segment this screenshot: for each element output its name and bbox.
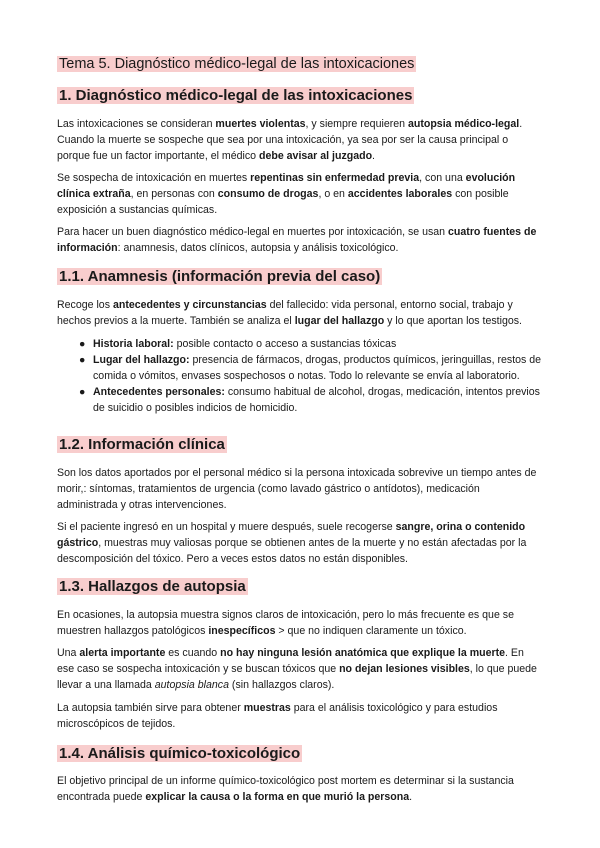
bold-text: no hay ninguna lesión anatómica que explique la muerte xyxy=(220,647,506,659)
bold-text: muestras xyxy=(243,702,291,714)
section-1-4-heading xyxy=(57,745,543,763)
toxicology-paragraph xyxy=(57,773,543,805)
list-item xyxy=(57,336,543,352)
text-run: . xyxy=(372,150,375,162)
section-1-3-heading xyxy=(57,578,543,596)
text-run: . En ese caso se sospecha intoxicación y se buscan tóxicos que xyxy=(57,647,524,675)
text-run: Recoge los xyxy=(57,299,113,311)
intro-paragraph-3 xyxy=(57,224,543,256)
bold-text: autopsia médico-legal xyxy=(407,118,520,130)
text-run: con posible exposición a sustancias químicas. xyxy=(57,188,509,216)
section-1-4-heading-text: 1.4. Análisis químico-toxicológico xyxy=(59,745,301,762)
text-run: La autopsia también sirve para obtener xyxy=(57,702,244,714)
text-run: , muestras muy valiosas porque se obtienen antes de la muerte y no están afectadas por la descomposición del tóxico. Pero a veces estos datos no están disponibles. xyxy=(57,537,527,565)
text-run: En ocasiones, la autopsia muestra signos claros de intoxicación, pero lo más frecuente es que se muestren hallazgos patológicos xyxy=(57,609,514,637)
bullet-icon: ● xyxy=(79,354,86,366)
anamnesis-list xyxy=(57,336,543,416)
bold-text: no dejan lesiones visibles xyxy=(339,663,470,675)
section-1-1-heading xyxy=(57,268,543,286)
document-title xyxy=(57,56,543,73)
bold-text: accidentes laborales xyxy=(347,188,453,200)
section-1-heading xyxy=(57,87,543,105)
bold-text: explicar la causa o la forma en que murió la persona xyxy=(145,791,410,803)
bold-text: antecedentes y circunstancias xyxy=(112,299,267,311)
autopsy-paragraph-2 xyxy=(57,645,543,693)
text-run: . Cuando la muerte se sospeche que sea por una intoxicación, ya sea por ser la causa principal o porque fue un factor importante, el médico xyxy=(57,118,523,162)
bold-text: Antecedentes personales: xyxy=(93,386,225,398)
text-run: , con una xyxy=(419,172,466,184)
section-1-2-heading-text: 1.2. Información clínica xyxy=(59,436,225,453)
text-run: (sin hallazgos claros). xyxy=(228,679,335,691)
text-run: Para hacer un buen diagnóstico médico-legal en muertes por intoxicación, se usan xyxy=(57,226,449,238)
bold-text: evolución clínica extraña xyxy=(57,172,516,200)
text-run: , o en xyxy=(318,188,348,200)
text-run: posible contacto o acceso a sustancias tóxicas xyxy=(173,338,397,350)
bold-text: muertes violentas xyxy=(215,118,306,130)
bold-text: consumo de drogas xyxy=(217,188,319,200)
bold-text: sangre, orina o contenido gástrico xyxy=(57,521,526,549)
bold-text: Lugar del hallazgo: xyxy=(93,354,190,366)
section-1-heading-text: 1. Diagnóstico médico-legal de las intoxicaciones xyxy=(59,87,413,104)
document-title-text: Tema 5. Diagnóstico médico-legal de las intoxicaciones xyxy=(59,56,415,72)
autopsy-paragraph-3 xyxy=(57,700,543,732)
section-1-3-heading-text: 1.3. Hallazgos de autopsia xyxy=(59,578,246,595)
list-item-text xyxy=(93,386,540,414)
text-run: El objetivo principal de un informe químico-toxicológico post mortem es determinar si la sustancia encontrada puede xyxy=(57,775,514,803)
clinical-info-paragraph-2 xyxy=(57,519,543,567)
text-run: > que no indiquen claramente un tóxico. xyxy=(275,625,467,637)
bold-text: inespecíficos xyxy=(208,625,276,637)
bold-text: Historia laboral: xyxy=(93,338,174,350)
list-item-text xyxy=(93,354,541,382)
text-run: presencia de fármacos, drogas, productos químicos, jeringuillas, restos de comida o vómitos, envases sospechosos o notas. Todo lo relevante se envía al laboratorio. xyxy=(93,354,542,382)
intro-paragraph-1 xyxy=(57,116,543,164)
bold-text: debe avisar al juzgado xyxy=(259,150,373,162)
bullet-icon: ● xyxy=(79,338,86,350)
text-run: , en personas con xyxy=(130,188,218,200)
bold-text: alerta importante xyxy=(79,647,166,659)
section-1-2-heading xyxy=(57,436,543,454)
text-run: del fallecido: vida personal, entorno social, trabajo y hechos previos a la muerte. También se analiza el xyxy=(57,299,513,327)
text-run: . xyxy=(409,791,413,803)
text-run: Son los datos aportados por el personal médico si la persona intoxicada sobrevive un tiempo antes de morir,: síntomas, tratamientos de urgencia (como lavado gástrico o antídotos), medicación administrada y otras intervenciones. xyxy=(57,467,537,511)
section-1-1-heading-text: 1.1. Anamnesis (información previa del caso) xyxy=(59,268,381,285)
bullet-icon: ● xyxy=(79,386,86,398)
text-run: , y siempre requieren xyxy=(305,118,408,130)
clinical-info-paragraph-1 xyxy=(57,465,543,513)
text-run: , lo que puede llevar a una llamada xyxy=(57,663,537,691)
text-run: y lo que aportan los testigos. xyxy=(384,315,523,327)
text-run: es cuando xyxy=(165,647,221,659)
text-run: consumo habitual de alcohol, drogas, medicación, intentos previos de suicidio o posibles indicios de homicidio. xyxy=(93,386,540,414)
list-item-text xyxy=(93,338,396,350)
text-run: : anamnesis, datos clínicos, autopsia y análisis toxicológico. xyxy=(117,242,399,254)
list-item xyxy=(57,384,543,416)
anamnesis-paragraph xyxy=(57,297,543,329)
list-item xyxy=(57,352,543,384)
text-run: Se sospecha de intoxicación en muertes xyxy=(57,172,251,184)
intro-paragraph-2 xyxy=(57,170,543,218)
italic-text: autopsia blanca xyxy=(154,679,229,691)
text-run: Las intoxicaciones se consideran xyxy=(57,118,216,130)
text-run: Una xyxy=(57,647,80,659)
text-run: Si el paciente ingresó en un hospital y muere después, suele recogerse xyxy=(57,521,396,533)
bold-text: lugar del hallazgo xyxy=(294,315,385,327)
text-run: para el análisis toxicológico y para estudios microscópicos de tejidos. xyxy=(57,702,498,730)
bold-text: cuatro fuentes de información xyxy=(57,226,537,254)
autopsy-paragraph-1 xyxy=(57,607,543,639)
bold-text: repentinas sin enfermedad previa xyxy=(250,172,420,184)
